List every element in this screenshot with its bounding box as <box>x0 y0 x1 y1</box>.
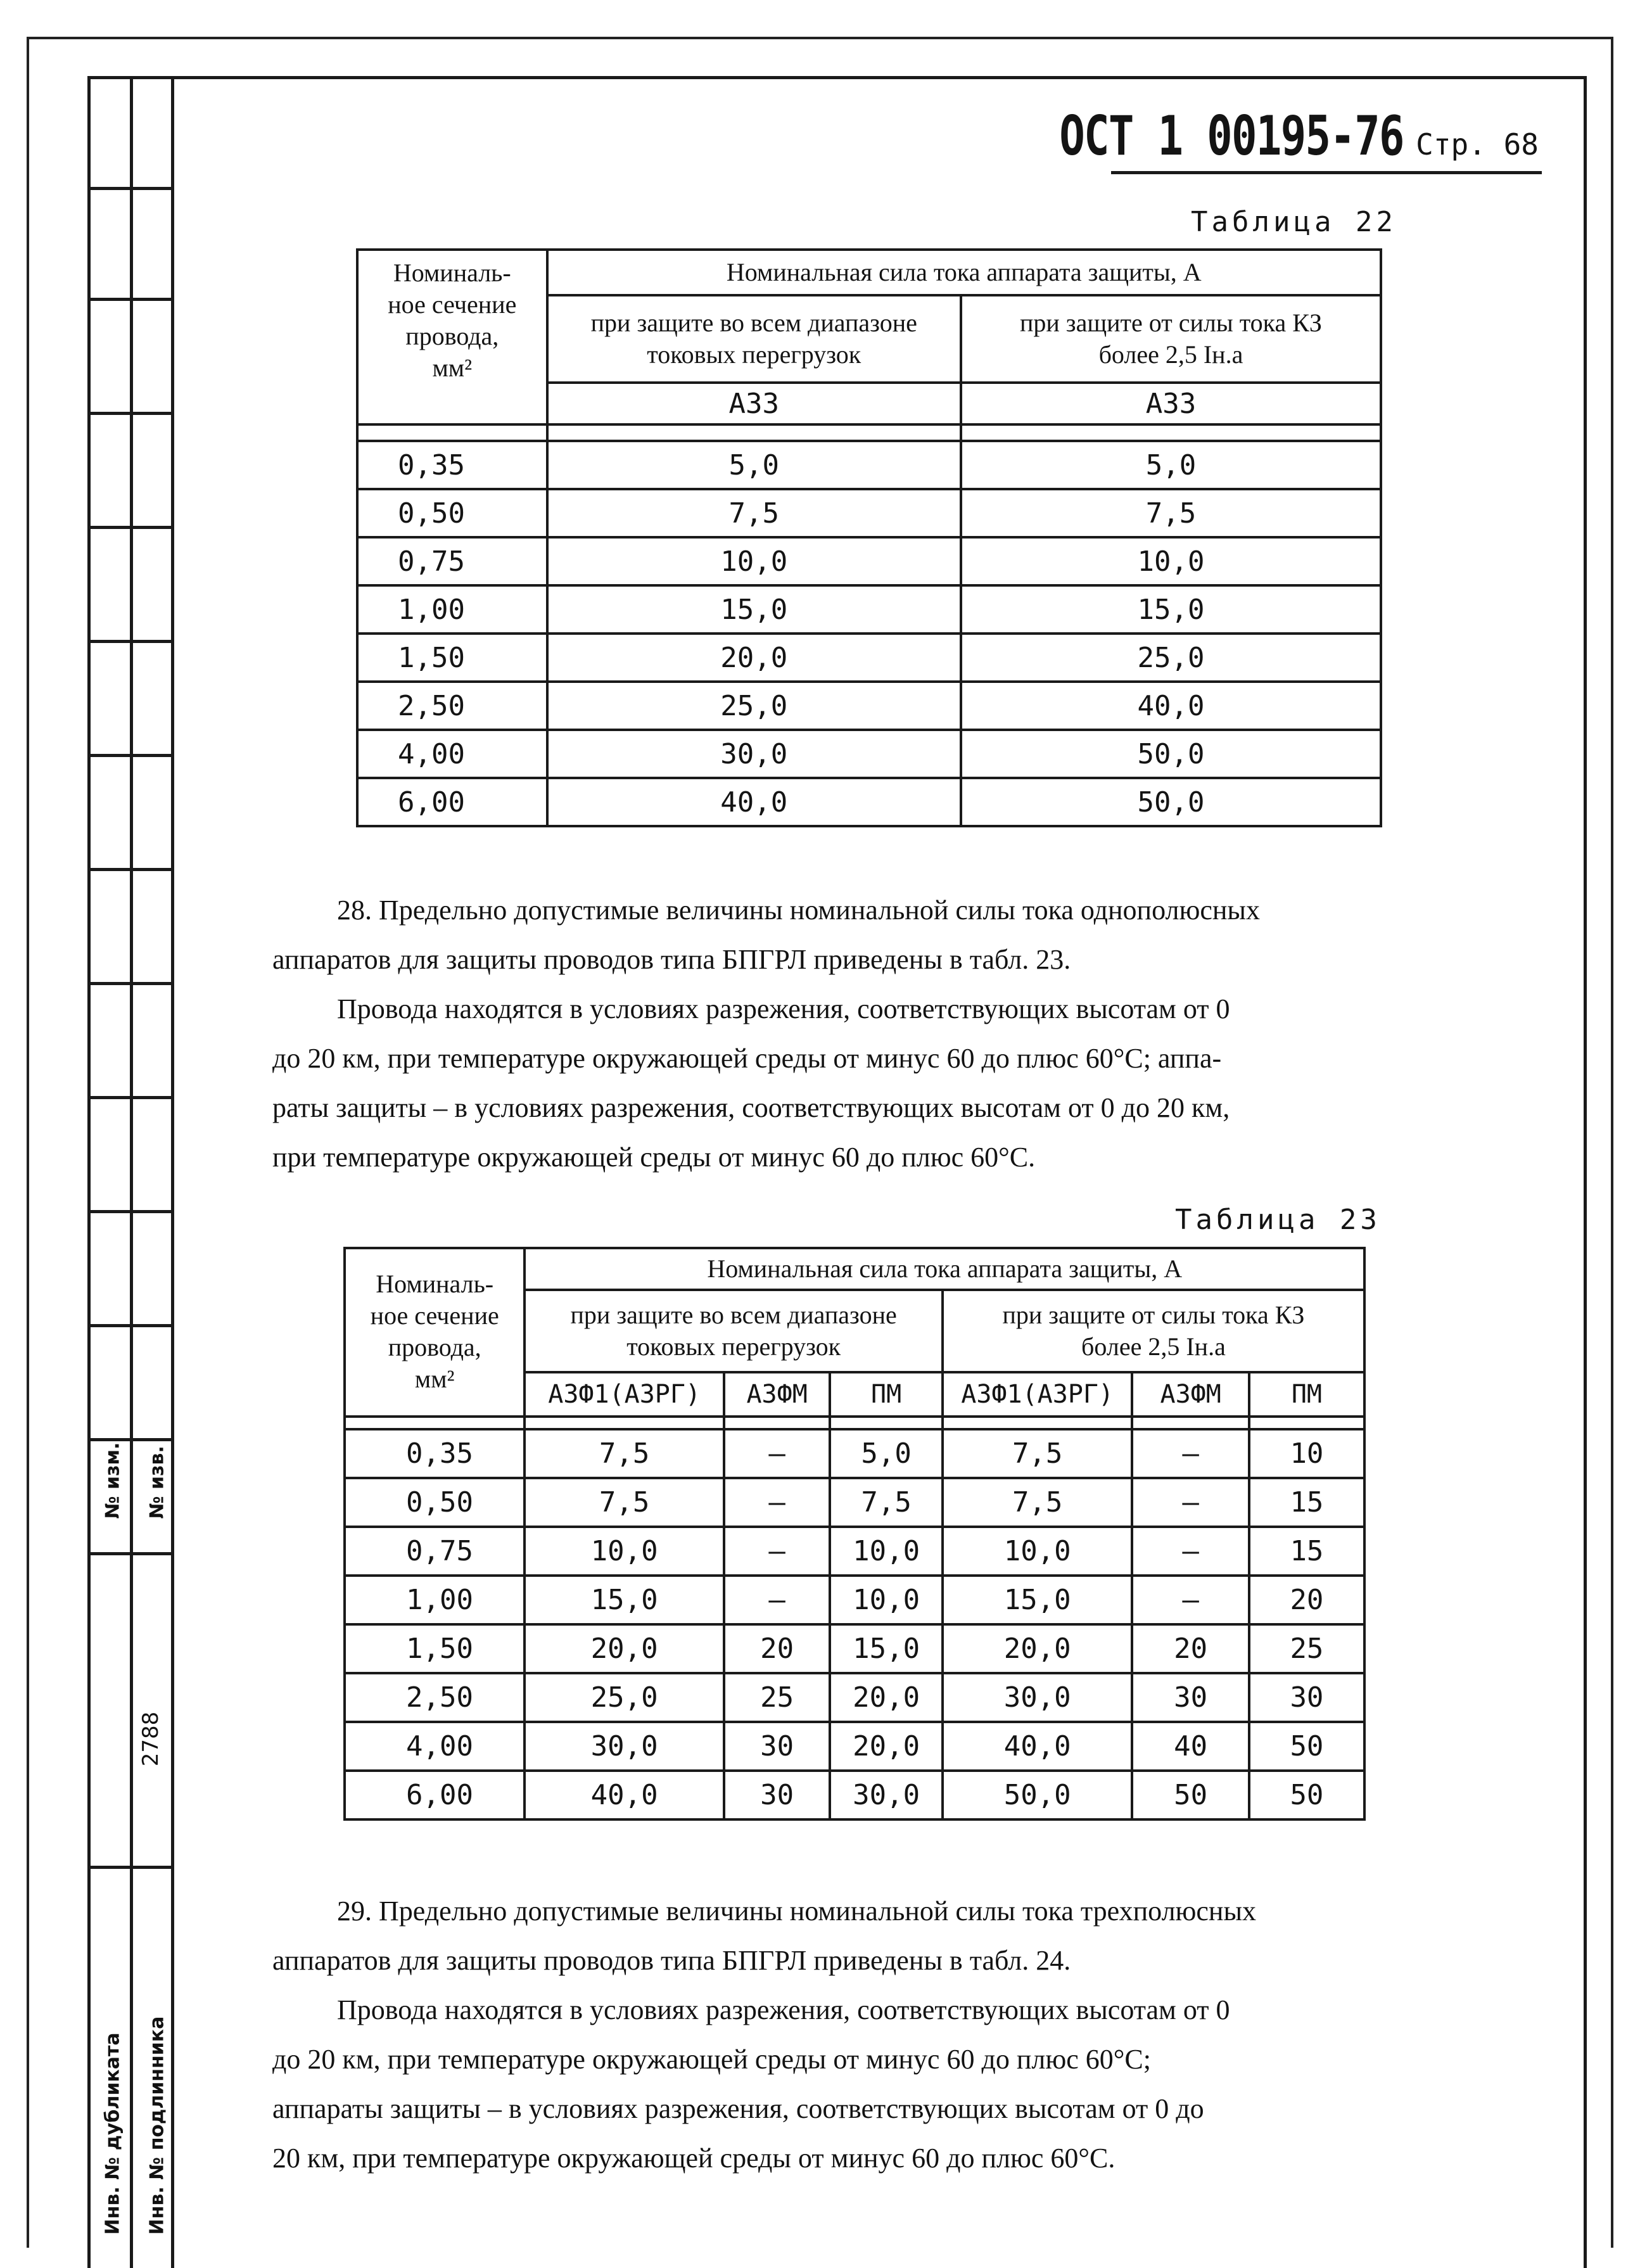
t22-cell: 40,0 <box>547 778 961 826</box>
t23-spacer <box>1132 1417 1249 1429</box>
t23-cell: 4,00 <box>345 1722 524 1771</box>
t23-cell: 10,0 <box>830 1527 943 1576</box>
t23-cell: 30,0 <box>943 1673 1133 1722</box>
t23-cell: 20,0 <box>830 1722 943 1771</box>
t23-cell: 0,50 <box>345 1478 524 1527</box>
table-row <box>357 585 1381 634</box>
t23-cell: 1,50 <box>345 1624 524 1673</box>
t23-cell: – <box>724 1478 830 1527</box>
t22-cell: 0,75 <box>357 537 547 585</box>
t23-cell: 50 <box>1132 1771 1249 1819</box>
para-29-line-3: Провода находятся в условиях разрежения, соответствующих высотам от 0 <box>337 1994 1230 2025</box>
t23-type-header: АЗФМ <box>1132 1372 1249 1417</box>
t23-cell: 30 <box>1132 1673 1249 1722</box>
document-header <box>962 105 1539 168</box>
t23-cell: 10,0 <box>943 1527 1133 1576</box>
t23-cell: 30 <box>724 1722 830 1771</box>
table-row <box>345 1527 1364 1576</box>
t23-type-header: АЗФМ <box>724 1372 830 1417</box>
t22-cell: 15,0 <box>961 585 1381 634</box>
table-row <box>357 682 1381 730</box>
strip-divider <box>130 76 133 2268</box>
table-row <box>357 537 1381 585</box>
t23-cell: 7,5 <box>524 1478 723 1527</box>
table-row <box>345 1624 1364 1673</box>
t23-cell: 50 <box>1249 1771 1364 1819</box>
table-row <box>345 1478 1364 1527</box>
t23-header-section: Номиналь- ное сечение провода, мм² <box>345 1248 524 1417</box>
t22-cell: 50,0 <box>961 778 1381 826</box>
t23-cell: 20,0 <box>830 1673 943 1722</box>
t23-cell: 0,75 <box>345 1527 524 1576</box>
t22-spacer <box>961 424 1381 441</box>
t23-cell: 20,0 <box>524 1624 723 1673</box>
duplicate-inventory-label: Инв. № дубликата <box>101 2032 124 2235</box>
t22-cell: 0,35 <box>357 441 547 489</box>
t23-cell: 7,5 <box>830 1478 943 1527</box>
t23-cell: 30,0 <box>524 1722 723 1771</box>
t22-cell: 15,0 <box>547 585 961 634</box>
table-row <box>357 778 1381 826</box>
t23-cell: 25 <box>1249 1624 1364 1673</box>
t23-cell: 30 <box>724 1771 830 1819</box>
t22-type-sc: АЗЗ <box>961 383 1381 424</box>
t23-spacer <box>1249 1417 1364 1429</box>
t22-cell: 25,0 <box>547 682 961 730</box>
t23-type-header: ПМ <box>830 1372 943 1417</box>
t23-cell: 40 <box>1132 1722 1249 1771</box>
t23-cell: – <box>724 1576 830 1624</box>
t22-cell: 4,00 <box>357 730 547 778</box>
t22-cell: 10,0 <box>961 537 1381 585</box>
t23-cell: 7,5 <box>524 1429 723 1478</box>
t23-cell: 15,0 <box>943 1576 1133 1624</box>
inventory-number-value: 2788 <box>138 1711 163 1767</box>
t23-cell: 5,0 <box>830 1429 943 1478</box>
t23-spacer <box>724 1417 830 1429</box>
page-number: Стр. 68 <box>1416 127 1539 162</box>
t23-cell: 10 <box>1249 1429 1364 1478</box>
t22-spacer <box>547 424 961 441</box>
t23-cell: 50 <box>1249 1722 1364 1771</box>
t23-header-current: Номинальная сила тока аппарата защиты, А <box>524 1248 1364 1290</box>
table-row <box>345 1722 1364 1771</box>
t22-type-full: АЗЗ <box>547 383 961 424</box>
t22-cell: 40,0 <box>961 682 1381 730</box>
para-28-line-4: до 20 км, при температуре окружающей среды от минус 60 до плюс 60°С; аппа- <box>272 1043 1222 1074</box>
t23-cell: 30,0 <box>830 1771 943 1819</box>
t22-header-current: Номинальная сила тока аппарата защиты, А <box>547 250 1381 295</box>
t22-cell: 1,50 <box>357 634 547 682</box>
t23-type-header: ПМ <box>1249 1372 1364 1417</box>
t22-cell: 10,0 <box>547 537 961 585</box>
para-29-line-1: 29. Предельно допустимые величины номинальной силы тока трехполюсных <box>337 1895 1257 1927</box>
t22-cell: 2,50 <box>357 682 547 730</box>
table-row <box>345 1673 1364 1722</box>
t23-cell: – <box>724 1429 830 1478</box>
table-row <box>345 1429 1364 1478</box>
t23-cell: 20 <box>1132 1624 1249 1673</box>
t23-spacer <box>345 1417 524 1429</box>
t23-cell: 40,0 <box>943 1722 1133 1771</box>
t23-cell: 30 <box>1249 1673 1364 1722</box>
t22-cell: 30,0 <box>547 730 961 778</box>
t23-spacer <box>943 1417 1133 1429</box>
t22-header-section: Номиналь- ное сечение провода, мм² <box>357 250 547 424</box>
para-28-line-1: 28. Предельно допустимые величины номинальной силы тока однополюсных <box>337 895 1260 926</box>
t22-cell: 6,00 <box>357 778 547 826</box>
para-28-line-5: раты защиты – в условиях разрежения, соответствующих высотам от 0 до 20 км, <box>272 1092 1230 1123</box>
t23-cell: 15 <box>1249 1527 1364 1576</box>
t22-header-short-circuit: при защите от силы тока КЗ более 2,5 Iн.а <box>961 295 1381 383</box>
table-row <box>345 1771 1364 1819</box>
table-22-caption: Таблица 22 <box>1191 206 1397 238</box>
t23-spacer <box>830 1417 943 1429</box>
para-29-line-4: до 20 км, при температуре окружающей среды от минус 60 до плюс 60°С; <box>272 2044 1151 2075</box>
table-row <box>345 1576 1364 1624</box>
t23-cell: 20,0 <box>943 1624 1133 1673</box>
t22-header-full-range: при защите во всем диапазоне токовых перегрузок <box>547 295 961 383</box>
t23-spacer <box>524 1417 723 1429</box>
t23-cell: 7,5 <box>943 1478 1133 1527</box>
t23-cell: 2,50 <box>345 1673 524 1722</box>
t23-cell: 1,00 <box>345 1576 524 1624</box>
table-23 <box>343 1247 1366 1821</box>
t23-cell: – <box>1132 1576 1249 1624</box>
t23-cell: 6,00 <box>345 1771 524 1819</box>
t23-cell: 20 <box>1249 1576 1364 1624</box>
table-row <box>357 489 1381 537</box>
t23-header-short-circuit: при защите от силы тока КЗ более 2,5 Iн.а <box>943 1290 1364 1372</box>
header-underline <box>1111 171 1542 174</box>
para-29-line-5: аппараты защиты – в условиях разрежения, соответствующих высотам от 0 до <box>272 2093 1204 2124</box>
t22-cell: 7,5 <box>547 489 961 537</box>
t23-cell: 15 <box>1249 1478 1364 1527</box>
notice-no-label: № изв. <box>146 1446 168 1519</box>
t23-type-header: АЗФ1(АЗРГ) <box>524 1372 723 1417</box>
t23-type-header: АЗФ1(АЗРГ) <box>943 1372 1133 1417</box>
t23-cell: – <box>1132 1478 1249 1527</box>
t23-cell: – <box>724 1527 830 1576</box>
para-29-line-6: 20 км, при температуре окружающей среды от минус 60 до плюс 60°С. <box>272 2143 1116 2174</box>
t22-cell: 7,5 <box>961 489 1381 537</box>
t23-cell: – <box>1132 1527 1249 1576</box>
t23-header-full-range: при защите во всем диапазоне токовых перегрузок <box>524 1290 942 1372</box>
t23-cell: 15,0 <box>830 1624 943 1673</box>
t23-cell: 0,35 <box>345 1429 524 1478</box>
t22-spacer <box>357 424 547 441</box>
t22-cell: 5,0 <box>547 441 961 489</box>
t22-cell: 50,0 <box>961 730 1381 778</box>
para-28-line-6: при температуре окружающей среды от минус 60 до плюс 60°С. <box>272 1142 1036 1173</box>
table-22 <box>356 248 1382 827</box>
table-row <box>357 634 1381 682</box>
t22-cell: 20,0 <box>547 634 961 682</box>
t23-cell: 7,5 <box>943 1429 1133 1478</box>
t23-cell: 25 <box>724 1673 830 1722</box>
t22-cell: 1,00 <box>357 585 547 634</box>
para-29-line-2: аппаратов для защиты проводов типа БПГРЛ приведены в табл. 24. <box>272 1945 1071 1976</box>
table-row <box>357 730 1381 778</box>
t22-cell: 5,0 <box>961 441 1381 489</box>
t23-cell: 25,0 <box>524 1673 723 1722</box>
t23-cell: 10,0 <box>830 1576 943 1624</box>
table-23-caption: Таблица 23 <box>1175 1204 1381 1236</box>
para-28-line-3: Провода находятся в условиях разрежения, соответствующих высотам от 0 <box>337 993 1230 1024</box>
t22-cell: 0,50 <box>357 489 547 537</box>
t23-cell: 50,0 <box>943 1771 1133 1819</box>
t23-cell: 40,0 <box>524 1771 723 1819</box>
t23-cell: 10,0 <box>524 1527 723 1576</box>
t23-cell: 15,0 <box>524 1576 723 1624</box>
original-inventory-label: Инв. № подлинника <box>146 2016 168 2235</box>
t23-cell: – <box>1132 1429 1249 1478</box>
document-code: ОСТ 1 00195-76 <box>1058 105 1404 168</box>
table-row <box>357 441 1381 489</box>
change-no-label: № изм. <box>101 1442 124 1519</box>
t23-cell: 20 <box>724 1624 830 1673</box>
para-28-line-2: аппаратов для защиты проводов типа БПГРЛ приведены в табл. 23. <box>272 944 1071 975</box>
t22-cell: 25,0 <box>961 634 1381 682</box>
